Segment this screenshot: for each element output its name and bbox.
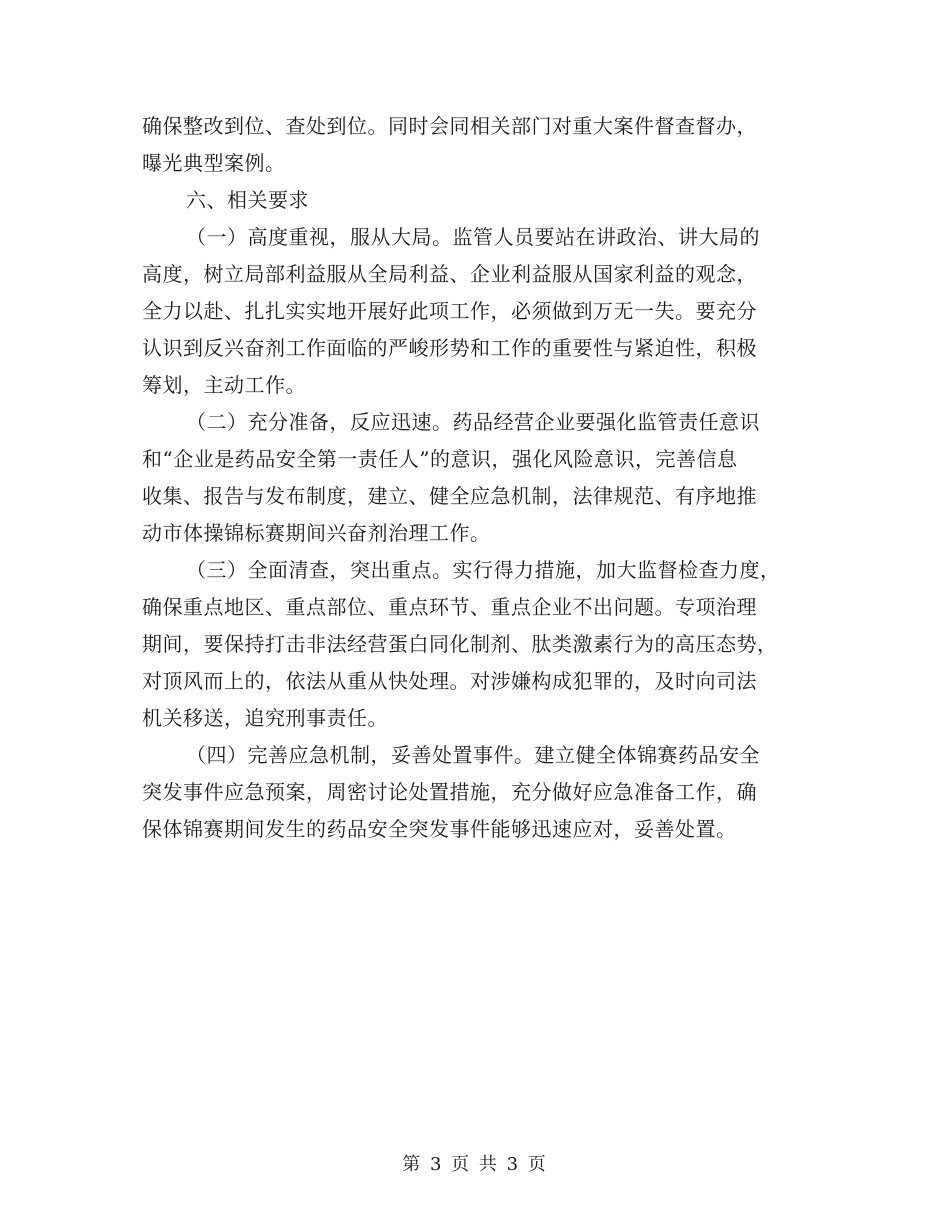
paragraph-line: 确保整改到位、查处到位。同时会同相关部门对重大案件督查督办， [142, 114, 757, 138]
paragraph-line: 高度，树立局部利益服从全局利益、企业利益服从国家利益的观念， [142, 262, 757, 286]
paragraph-line: 确保重点地区、重点部位、重点环节、重点企业不出问题。专项治理 [142, 595, 757, 619]
paragraph-line: 保体锦赛期间发生的药品安全突发事件能够迅速应对，妥善处置。 [142, 817, 737, 841]
paragraph-line: 筹划，主动工作。 [142, 373, 306, 397]
page-number: 第 3 页 共 3 页 [402, 1154, 548, 1175]
section-heading: 六、相关要求 [186, 188, 309, 212]
paragraph-line: （三）全面清查，突出重点。实行得力措施，加大监督检查力度， [186, 558, 781, 582]
paragraph-line: 收集、报告与发布制度，建立、健全应急机制，法律规范、有序地推 [142, 484, 757, 508]
paragraph-line: 曝光典型案例。 [142, 151, 286, 175]
paragraph-line: 对顶风而上的，依法从重从快处理。对涉嫌构成犯罪的，及时向司法 [142, 669, 757, 693]
paragraph-line: （一）高度重视，服从大局。监管人员要站在讲政治、讲大局的 [186, 225, 760, 249]
paragraph-line: 期间，要保持打击非法经营蛋白同化制剂、肽类激素行为的高压态势， [142, 632, 778, 656]
paragraph-line: （四）完善应急机制，妥善处置事件。建立健全体锦赛药品安全 [186, 743, 760, 767]
paragraph-line: 突发事件应急预案，周密讨论处置措施，充分做好应急准备工作，确 [142, 780, 757, 804]
paragraph-line: （二）充分准备，反应迅速。药品经营企业要强化监管责任意识 [186, 410, 760, 434]
document-body [142, 108, 822, 848]
paragraph-line: 认识到反兴奋剂工作面临的严峻形势和工作的重要性与紧迫性，积极 [142, 336, 757, 360]
paragraph-line: 机关移送，追究刑事责任。 [142, 706, 388, 730]
paragraph-line: 动市体操锦标赛期间兴奋剂治理工作。 [142, 521, 491, 545]
paragraph-line: 全力以赴、扎扎实实地开展好此项工作，必须做到万无一失。要充分 [142, 299, 757, 323]
paragraph-line: 和“企业是药品安全第一责任人”的意识，强化风险意识，完善信息 [142, 447, 738, 471]
